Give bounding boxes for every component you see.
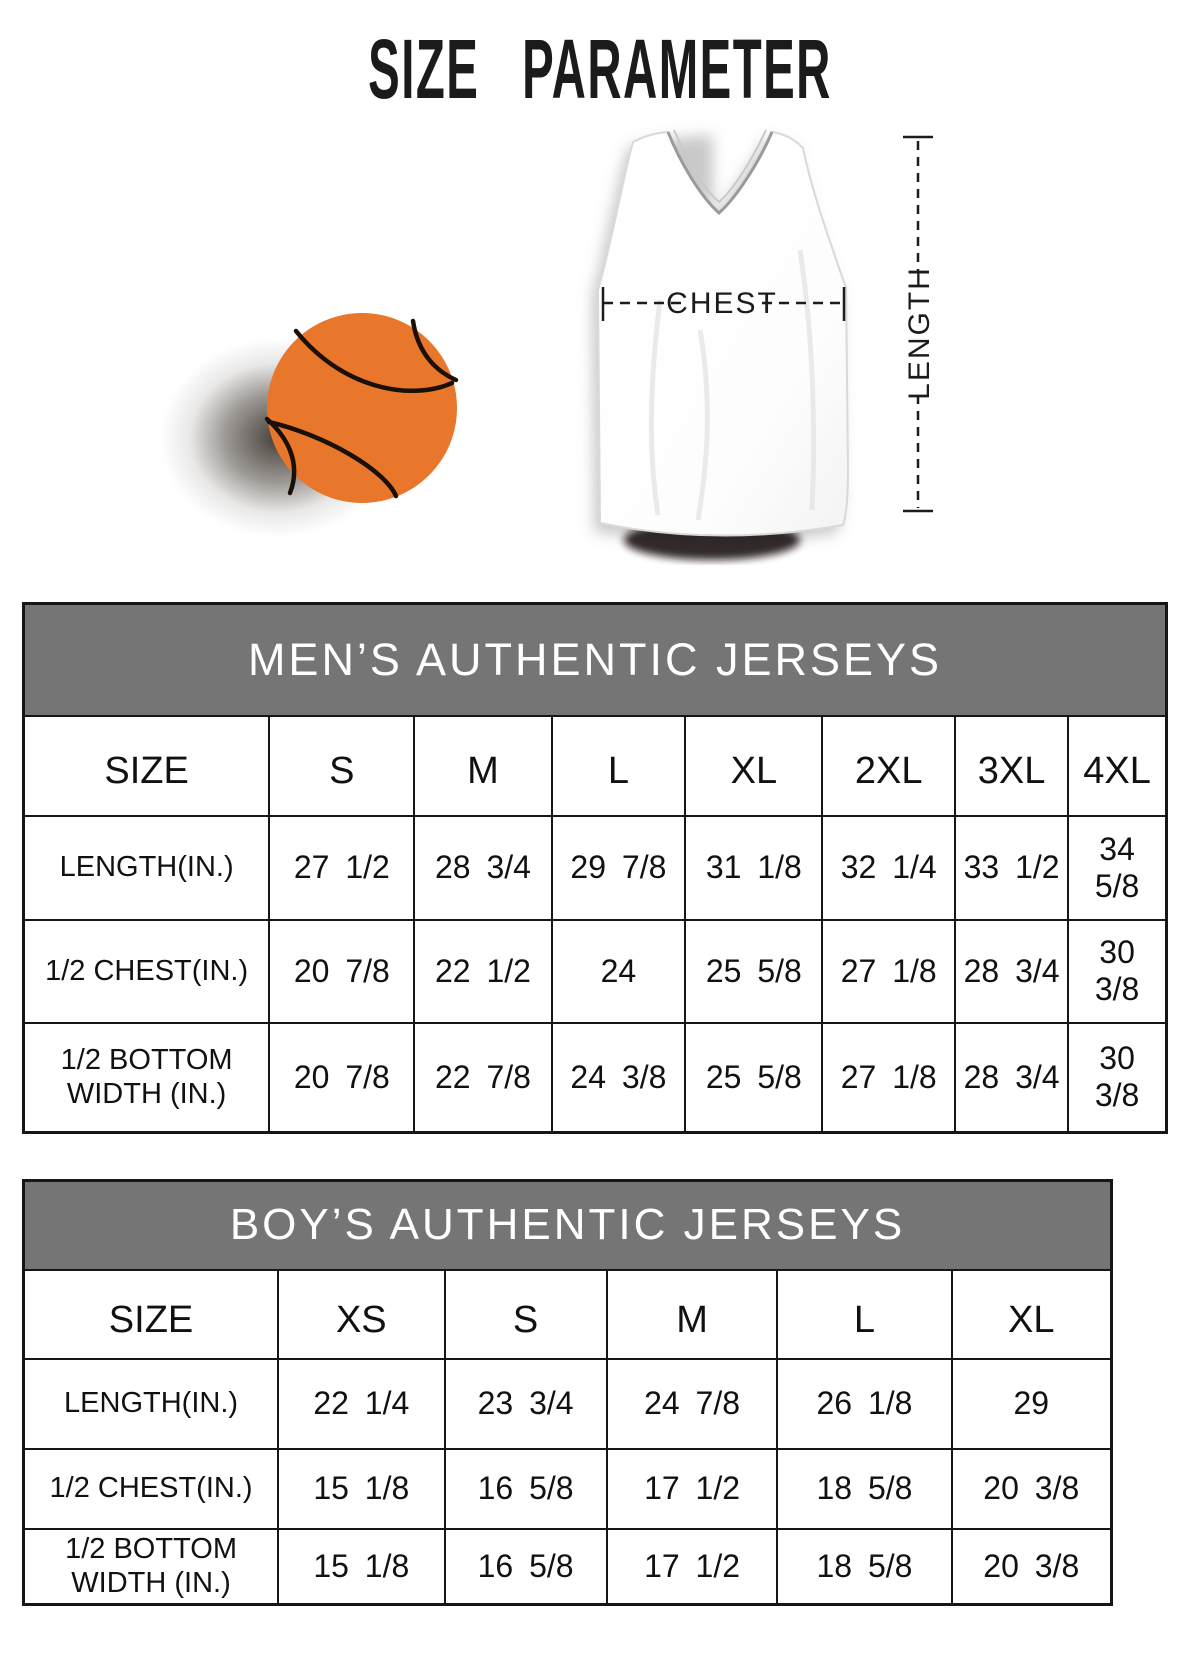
size-value-cell: 29 7/8	[552, 816, 686, 920]
size-value-cell: 20 3/8	[952, 1529, 1112, 1605]
size-value-cell: 17 1/2	[607, 1529, 778, 1605]
boys-col-xl: XL	[952, 1270, 1112, 1359]
size-value-cell: 23 3/4	[445, 1359, 607, 1449]
boys-header-row	[24, 1270, 1112, 1359]
page-title: SIZE PARAMETER	[368, 21, 832, 117]
boys-length-row	[24, 1359, 1112, 1449]
size-value-cell: 27 1/8	[822, 1023, 955, 1133]
size-value-cell: 18 5/8	[777, 1449, 951, 1529]
row-label	[24, 1023, 270, 1133]
row-label-line1: 1/2 BOTTOM	[65, 1533, 237, 1566]
size-value-cell: 16 5/8	[445, 1449, 607, 1529]
size-value-cell: 27 1/2	[269, 816, 414, 920]
size-value-cell: 20 7/8	[269, 1023, 414, 1133]
boys-caption-row	[24, 1181, 1112, 1270]
mens-col-m: M	[414, 716, 551, 816]
size-value-cell: 17 1/2	[607, 1449, 778, 1529]
size-value-cell: 28 3/4	[955, 1023, 1068, 1133]
size-value-cell: 30 3/8	[1068, 920, 1166, 1023]
row-label	[24, 1529, 279, 1605]
basketball-icon	[267, 313, 457, 503]
mens-table-caption: MEN’S AUTHENTIC JERSEYS	[24, 604, 1167, 716]
size-value-cell: 28 3/4	[955, 920, 1068, 1023]
row-label: LENGTH(IN.)	[24, 1359, 279, 1449]
size-value-cell: 27 1/8	[822, 920, 955, 1023]
size-value-cell: 33 1/2	[955, 816, 1068, 920]
mens-col-3xl: 3XL	[955, 716, 1068, 816]
size-value-cell: 18 5/8	[777, 1529, 951, 1605]
mens-col-l: L	[552, 716, 686, 816]
boys-col-xs: XS	[278, 1270, 444, 1359]
size-value-cell: 25 5/8	[685, 920, 822, 1023]
size-value-cell: 32 1/4	[822, 816, 955, 920]
mens-col-xl: XL	[685, 716, 822, 816]
row-label: 1/2 CHEST(IN.)	[24, 1449, 279, 1529]
boys-chest-row	[24, 1449, 1112, 1529]
boys-size-table	[22, 1179, 1113, 1606]
row-label: LENGTH(IN.)	[24, 816, 270, 920]
boys-col-l: L	[777, 1270, 951, 1359]
size-value-cell: 15 1/8	[278, 1529, 444, 1605]
mens-size-table	[22, 602, 1168, 1134]
mens-bottom-width-row	[24, 1023, 1167, 1133]
mens-col-size: SIZE	[24, 716, 270, 816]
size-value-cell: 24 3/8	[552, 1023, 686, 1133]
size-value-cell: 24 7/8	[607, 1359, 778, 1449]
mens-length-row	[24, 816, 1167, 920]
boys-table-caption: BOY’S AUTHENTIC JERSEYS	[24, 1181, 1112, 1270]
boys-bottom-width-row	[24, 1529, 1112, 1605]
size-value-cell: 30 3/8	[1068, 1023, 1166, 1133]
size-value-cell: 25 5/8	[685, 1023, 822, 1133]
boys-col-s: S	[445, 1270, 607, 1359]
size-value-cell: 20 7/8	[269, 920, 414, 1023]
size-value-cell: 26 1/8	[777, 1359, 951, 1449]
mens-header-row	[24, 716, 1167, 816]
size-value-cell: 15 1/8	[278, 1449, 444, 1529]
size-value-cell: 16 5/8	[445, 1529, 607, 1605]
mens-col-2xl: 2XL	[822, 716, 955, 816]
mens-caption-row	[24, 604, 1167, 716]
size-value-cell: 22 1/4	[278, 1359, 444, 1449]
size-value-cell: 22 7/8	[414, 1023, 551, 1133]
boys-col-m: M	[607, 1270, 778, 1359]
measurement-diagram	[150, 95, 1000, 565]
row-label: 1/2 CHEST(IN.)	[24, 920, 270, 1023]
mens-col-s: S	[269, 716, 414, 816]
size-value-cell: 22 1/2	[414, 920, 551, 1023]
boys-col-size: SIZE	[24, 1270, 279, 1359]
size-value-cell: 24	[552, 920, 686, 1023]
size-value-cell: 34 5/8	[1068, 816, 1166, 920]
jersey-icon	[598, 130, 848, 536]
row-label-line2: WIDTH (IN.)	[71, 1567, 231, 1600]
mens-chest-row	[24, 920, 1167, 1023]
length-label: LENGTH	[903, 266, 936, 400]
size-value-cell: 29	[952, 1359, 1112, 1449]
row-label-line1: 1/2 BOTTOM	[60, 1044, 233, 1077]
mens-col-4xl: 4XL	[1068, 716, 1166, 816]
row-label-line2: WIDTH (IN.)	[66, 1078, 227, 1111]
size-value-cell: 20 3/8	[952, 1449, 1112, 1529]
chest-label: CHEST	[666, 287, 778, 320]
size-value-cell: 28 3/4	[414, 816, 551, 920]
size-value-cell: 31 1/8	[685, 816, 822, 920]
diagram-canvas	[150, 95, 1000, 565]
